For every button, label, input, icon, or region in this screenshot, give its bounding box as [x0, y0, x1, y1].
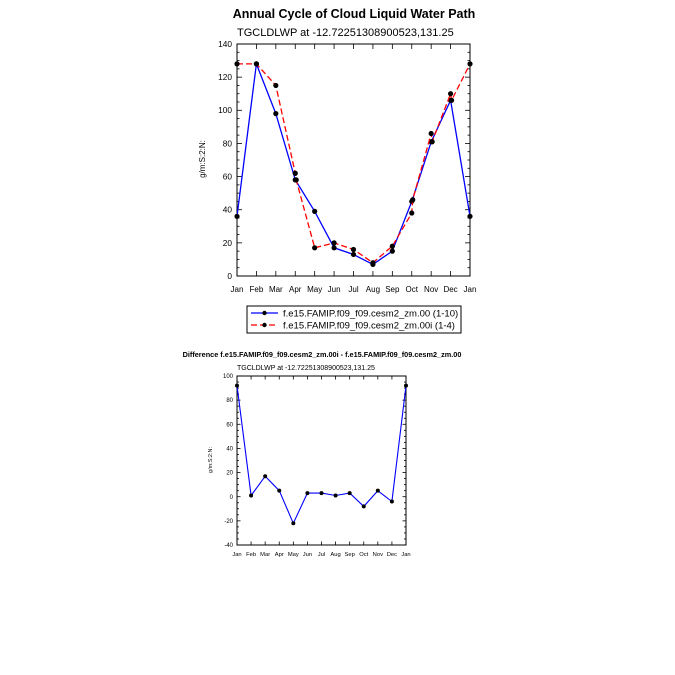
bottom-y-tick-label: 40 — [226, 446, 233, 453]
top-y-tick-label: 60 — [222, 171, 232, 182]
top-x-tick-label: Apr — [289, 285, 302, 294]
bottom-x-tick-label: Jun — [302, 552, 313, 558]
bottom-series-1-point — [334, 494, 338, 498]
legend-marker-series-1 — [262, 311, 266, 315]
top-chart-legend — [247, 306, 461, 333]
top-series-1-point — [467, 214, 472, 219]
top-chart-subtitle: TGCLDLWP at -12.72251308900523,131.25 — [237, 27, 454, 39]
top-series-2-point — [409, 210, 414, 215]
bottom-series-1-point — [235, 384, 239, 388]
bottom-series-1-point — [376, 489, 380, 493]
legend-label-series-2: f.e15.FAMIP.f09_f09.cesm2_zm.00i (1-4) — [283, 320, 455, 332]
bottom-y-tick-label: 80 — [226, 398, 233, 405]
top-x-tick-label: Nov — [424, 285, 439, 294]
top-series-2-point — [293, 171, 298, 176]
top-series-1-point — [312, 209, 317, 214]
top-x-tick-label: Sep — [385, 285, 400, 294]
top-series-1-point — [331, 245, 336, 250]
bottom-x-tick-label: Mar — [260, 552, 271, 558]
top-series-2-point — [449, 98, 454, 103]
top-x-tick-label: Mar — [268, 285, 283, 294]
top-series-2-point — [234, 61, 239, 66]
top-series-1-point — [234, 214, 239, 219]
bottom-plot-frame — [237, 376, 406, 545]
top-series-2-point — [429, 131, 434, 136]
top-chart-ylabel: g/m:S:2:N: — [198, 140, 207, 178]
bottom-x-tick-label: Oct — [359, 552, 369, 558]
bottom-x-tick-label: Jan — [232, 552, 242, 558]
top-series-2-point — [351, 247, 356, 252]
bottom-x-tick-label: Aug — [330, 552, 341, 558]
top-y-tick-label: 40 — [222, 204, 232, 215]
top-series-2-point — [448, 91, 453, 96]
top-plot-frame — [237, 44, 470, 276]
bottom-series-1-point — [390, 500, 394, 504]
top-series-1-point — [351, 252, 356, 257]
top-x-tick-label: Jan — [463, 285, 477, 294]
legend-marker-series-2 — [262, 323, 266, 327]
bottom-y-tick-label: 0 — [229, 494, 233, 501]
bottom-chart-title: Difference f.e15.FAMIP.f09_f09.cesm2_zm.00i - f.e15.FAMIP.f09_f09.cesm2_zm.00 — [182, 350, 462, 359]
bottom-y-tick-label: 20 — [226, 470, 233, 477]
top-x-tick-label: Jan — [230, 285, 244, 294]
top-x-tick-label: Dec — [443, 285, 458, 294]
top-series-2-point — [410, 197, 415, 202]
top-y-tick-label: 0 — [227, 270, 232, 281]
top-series-2-point — [273, 83, 278, 88]
top-chart-plot — [218, 39, 476, 294]
bottom-chart-subtitle: TGCLDLWP at -12.72251308900523,131.25 — [237, 365, 375, 372]
top-series-2-point — [254, 61, 259, 66]
top-y-tick-label: 140 — [218, 38, 232, 49]
bottom-series-1-point — [404, 384, 408, 388]
top-series-2-line — [237, 64, 470, 263]
bottom-chart-plot — [223, 374, 411, 558]
top-series-2-point — [390, 244, 395, 249]
bottom-series-1-line — [237, 386, 406, 524]
top-x-tick-label: Oct — [405, 285, 418, 294]
bottom-x-tick-label: Sep — [344, 552, 355, 558]
top-series-2-point — [312, 245, 317, 250]
bottom-series-1-point — [348, 491, 352, 495]
bottom-x-tick-label: Apr — [274, 552, 284, 558]
bottom-y-tick-label: -20 — [224, 518, 233, 525]
top-chart-title: Annual Cycle of Cloud Liquid Water Path — [232, 7, 476, 21]
bottom-series-1-point — [263, 474, 267, 478]
bottom-series-1-point — [277, 489, 281, 493]
bottom-x-tick-label: Jan — [401, 552, 411, 558]
bottom-x-tick-label: Dec — [386, 552, 398, 558]
bottom-y-tick-label: 100 — [222, 374, 233, 381]
bottom-series-1-point — [305, 491, 309, 495]
bottom-x-tick-label: Nov — [372, 552, 383, 558]
bottom-y-tick-label: -40 — [224, 543, 233, 550]
bottom-x-tick-label: Feb — [246, 552, 257, 558]
top-series-1-line — [237, 64, 470, 265]
top-y-tick-label: 120 — [218, 72, 232, 83]
bottom-y-tick-label: 60 — [226, 422, 233, 429]
legend-label-series-1: f.e15.FAMIP.f09_f09.cesm2_zm.00 (1-10) — [283, 308, 459, 320]
top-x-tick-label: Feb — [249, 285, 264, 294]
top-series-2-point — [294, 177, 299, 182]
top-x-tick-label: May — [307, 285, 323, 294]
top-series-2-point — [467, 61, 472, 66]
top-y-tick-label: 100 — [218, 105, 232, 116]
bottom-series-1-point — [249, 494, 253, 498]
top-y-tick-label: 80 — [222, 138, 232, 149]
bottom-chart-ylabel: g/m:S:2:N: — [208, 447, 214, 473]
top-x-tick-label: Aug — [365, 285, 381, 294]
bottom-x-tick-label: Jul — [317, 552, 326, 558]
bottom-x-tick-label: May — [287, 552, 299, 558]
top-x-tick-label: Jul — [348, 285, 359, 294]
top-series-2-point — [331, 240, 336, 245]
top-series-2-point — [430, 139, 435, 144]
top-series-1-point — [390, 249, 395, 254]
top-y-tick-label: 20 — [222, 237, 232, 248]
bottom-series-1-point — [291, 521, 295, 525]
bottom-series-1-point — [362, 504, 366, 508]
bottom-series-1-point — [320, 491, 324, 495]
top-series-2-point — [370, 260, 375, 265]
top-series-1-point — [273, 111, 278, 116]
top-x-tick-label: Jun — [327, 285, 341, 294]
